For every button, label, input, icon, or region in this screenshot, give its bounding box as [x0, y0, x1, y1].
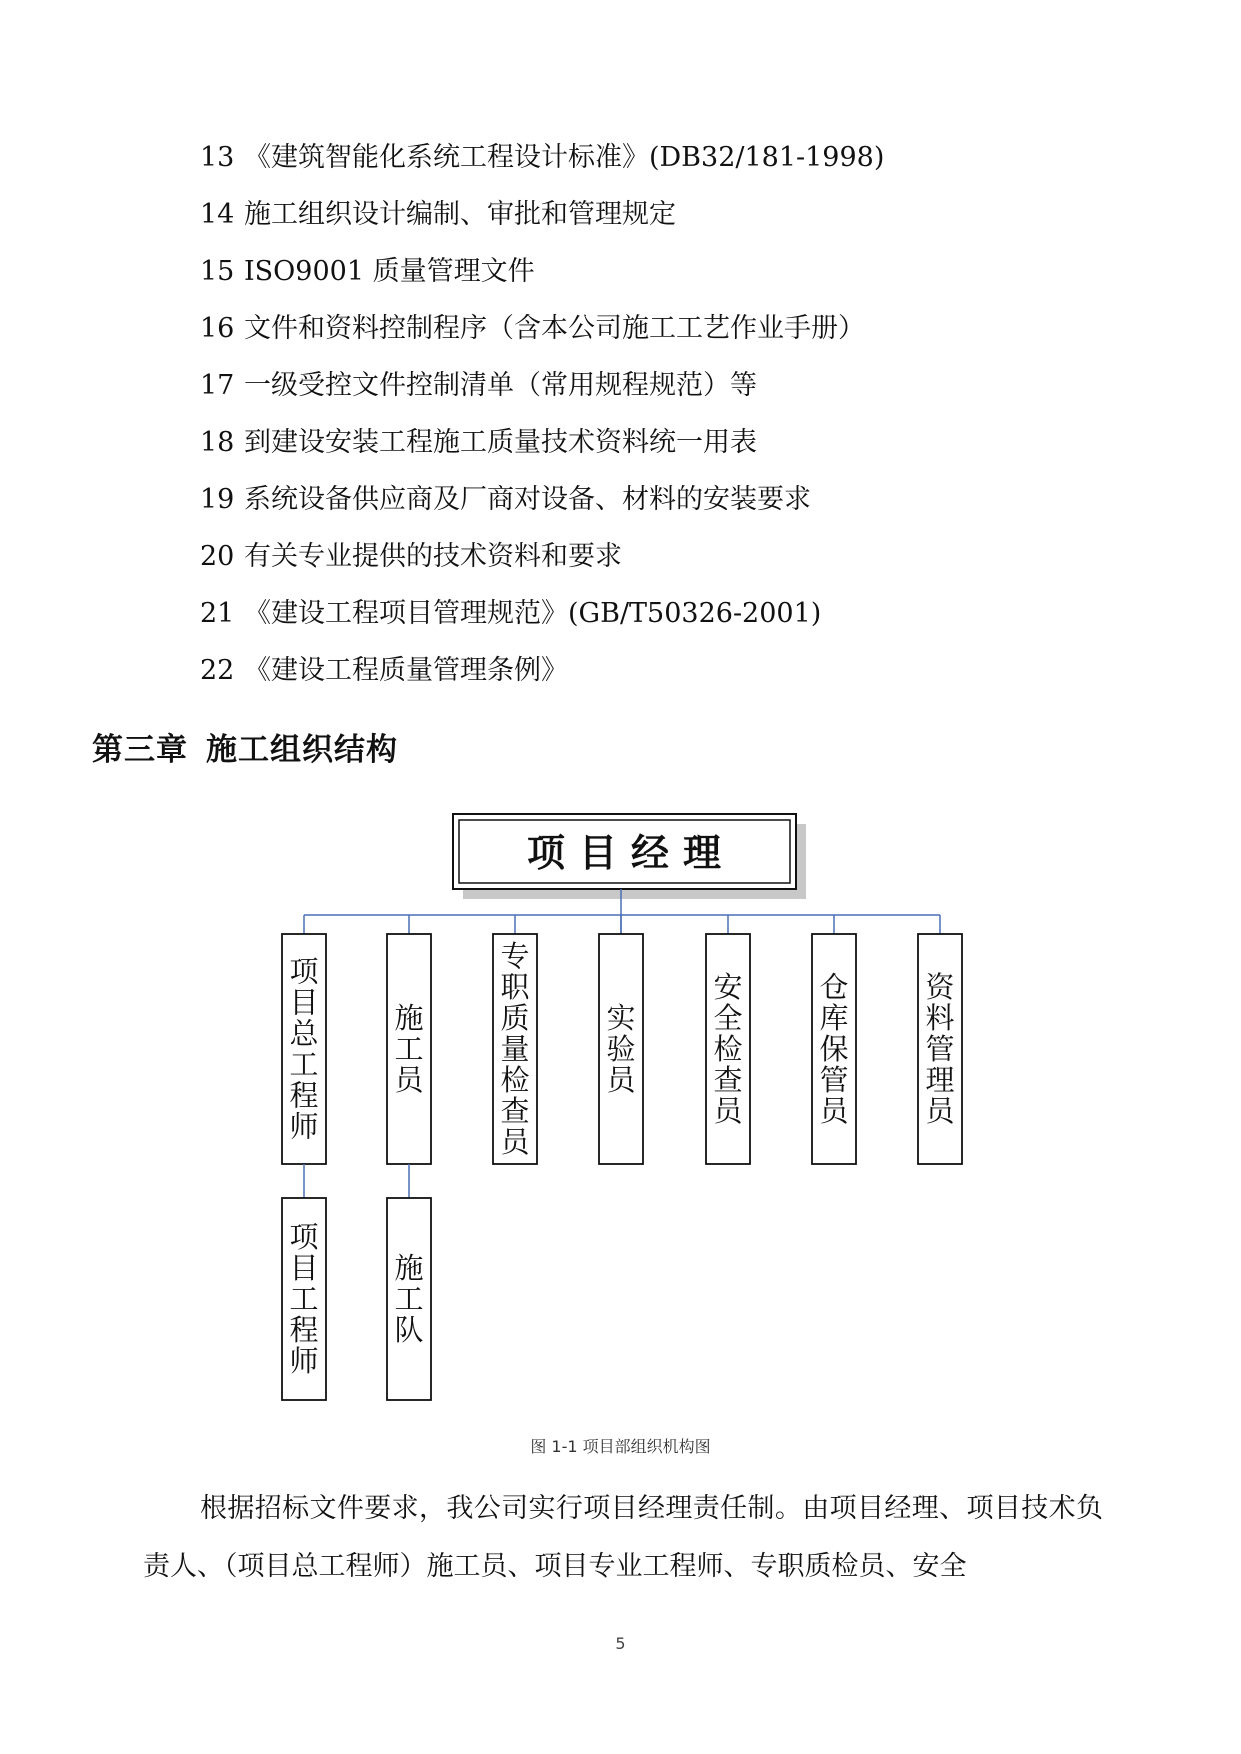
reference-text: 《建设工程质量管理条例》: [244, 655, 568, 686]
reference-number: 15: [200, 256, 235, 287]
role-label: 资料管理员: [925, 970, 955, 1128]
reference-number: 14: [200, 199, 235, 230]
reference-text: 《建筑智能化系统工程设计标准》(DB32/181-1998): [244, 142, 885, 173]
reference-number: 16: [200, 313, 235, 344]
reference-text: 到建设安装工程施工质量技术资料统一用表: [244, 427, 757, 458]
reference-number: 18: [200, 427, 235, 458]
reference-text: 有关专业提供的技术资料和要求: [244, 541, 622, 572]
role-label: 项目总工程师: [289, 954, 319, 1144]
reference-number: 22: [200, 655, 235, 686]
reference-number: 19: [200, 484, 235, 515]
role-label: 实验员: [606, 1001, 636, 1097]
reference-text: 《建设工程项目管理规范》(GB/T50326-2001): [244, 598, 822, 629]
reference-text: 系统设备供应商及厂商对设备、材料的安装要求: [244, 484, 811, 515]
role-label: 专职质量检查员: [500, 939, 530, 1159]
top-box-label: 项目经理: [526, 831, 736, 875]
reference-text: 一级受控文件控制清单（常用规程规范）等: [244, 370, 757, 401]
page-number: 5: [615, 1634, 626, 1653]
sub-role-label: 施工队: [394, 1251, 424, 1347]
reference-text: 文件和资料控制程序（含本公司施工工艺作业手册）: [244, 313, 865, 344]
role-label: 安全检查员: [713, 970, 743, 1128]
figure-caption: 图 1-1 项目部组织机构图: [530, 1437, 711, 1456]
role-label: 施工员: [394, 1001, 424, 1097]
reference-number: 17: [200, 370, 235, 401]
reference-number: 13: [200, 142, 235, 173]
chapter-number: 第三章: [92, 732, 188, 768]
reference-number: 21: [200, 598, 235, 629]
body-paragraph: 根据招标文件要求，我公司实行项目经理责任制。由项目经理、项目技术负责人、（项目总工程师）施工员、项目专业工程师、专职质检员、安全: [143, 1493, 1103, 1582]
sub-role-label: 项目工程师: [289, 1220, 319, 1378]
reference-text: 施工组织设计编制、审批和管理规定: [244, 199, 676, 230]
reference-text: ISO9001 质量管理文件: [244, 256, 535, 287]
reference-number: 20: [200, 541, 235, 572]
chapter-title: 施工组织结构: [206, 732, 398, 768]
role-label: 仓库保管员: [819, 970, 849, 1128]
